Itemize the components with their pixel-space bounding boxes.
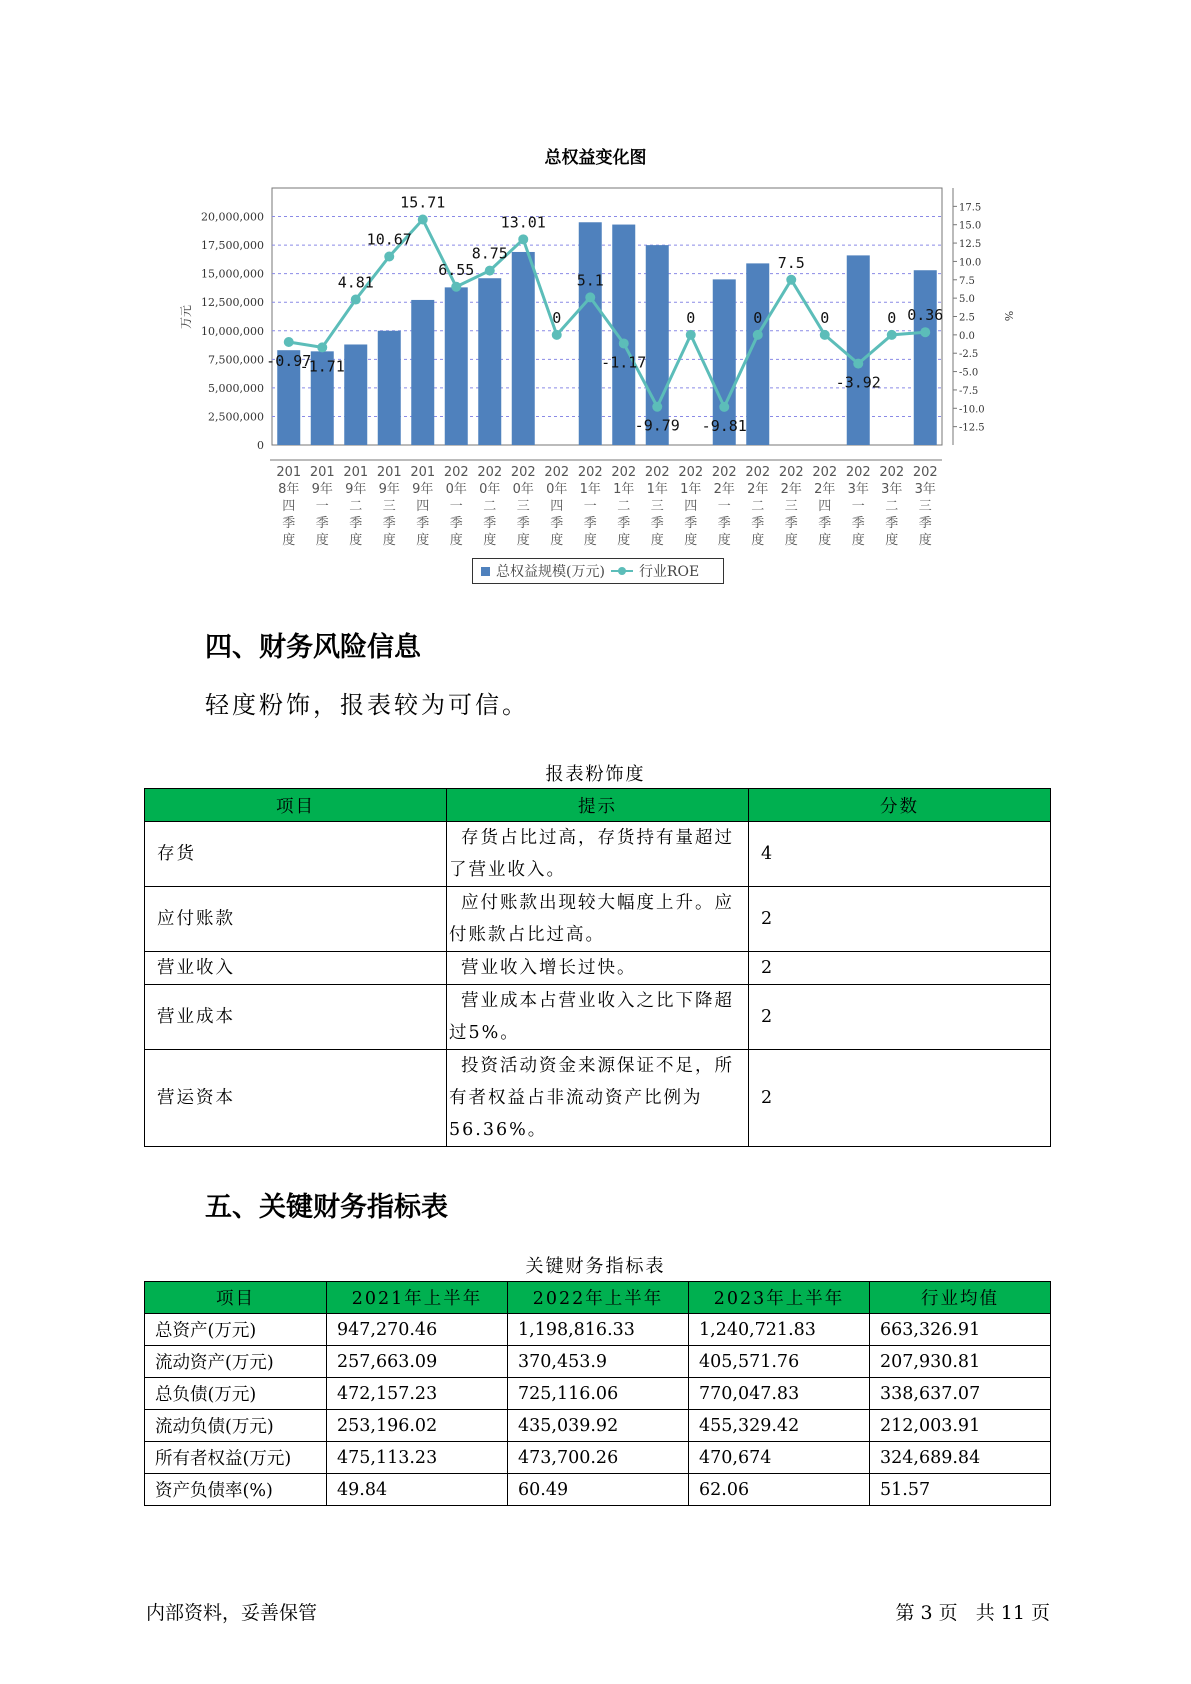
roe-point <box>518 234 528 244</box>
y2-tick-label: -7.5 <box>959 385 979 397</box>
y-tick-label: 20,000,000 <box>201 210 264 224</box>
roe-data-label: 0 <box>887 308 897 327</box>
roe-point <box>284 337 294 347</box>
roe-data-label: 0 <box>820 308 830 327</box>
y2-tick-label: 12.5 <box>959 239 982 251</box>
y-tick-label: 7,500,000 <box>208 353 264 367</box>
table-row <box>145 985 1051 1050</box>
metric-value-cell: 475,113.23 <box>327 1442 508 1474</box>
metric-value-cell: 253,196.02 <box>327 1410 508 1442</box>
roe-point <box>585 292 595 302</box>
y2-axis-title: % <box>1002 310 1015 322</box>
y2-tick-label: 17.5 <box>959 202 982 214</box>
metric-value-cell: 473,700.26 <box>508 1442 689 1474</box>
roe-data-label: -1.17 <box>601 353 647 372</box>
metric-value-cell: 207,930.81 <box>870 1346 1051 1378</box>
bar <box>576 222 604 445</box>
roe-data-label: 8.75 <box>471 244 508 263</box>
roe-data-label: -3.92 <box>835 373 881 392</box>
header-cell: 行业均值 <box>870 1282 1051 1314</box>
metric-value-cell: 947,270.46 <box>327 1314 508 1346</box>
x-tick-label: 202 2年三季度 <box>778 465 804 548</box>
header-cell: 项目 <box>145 1282 327 1314</box>
x-tick-label: 202 1年二季度 <box>611 465 637 548</box>
roe-point <box>719 402 729 412</box>
metric-value-cell: 472,157.23 <box>327 1378 508 1410</box>
x-tick-label: 201 9年二季度 <box>343 465 369 548</box>
item-cell: 应付账款 <box>145 887 447 952</box>
y-axis-title: 万元 <box>179 304 193 330</box>
metric-value-cell: 1,240,721.83 <box>689 1314 870 1346</box>
roe-data-label: 10.67 <box>366 230 412 249</box>
score-cell: 2 <box>749 952 1051 985</box>
metric-name-cell: 流动资产(万元) <box>145 1346 327 1378</box>
roe-data-label: 0 <box>686 308 696 327</box>
x-tick-label: 202 0年二季度 <box>477 465 503 548</box>
item-cell: 营业成本 <box>145 985 447 1050</box>
footer-page-number: 第 3 页 共 11 页 <box>895 1602 1050 1624</box>
table-row <box>145 1442 1051 1474</box>
header-cell: 分数 <box>749 789 1051 822</box>
y2-tick-label: -10.0 <box>959 404 985 416</box>
roe-data-label: 15.71 <box>400 193 446 212</box>
y-tick-label: 17,500,000 <box>201 239 264 253</box>
roe-point <box>786 275 796 285</box>
metric-value-cell: 212,003.91 <box>870 1410 1051 1442</box>
whitewash-table <box>144 788 1051 1147</box>
roe-data-label: -1.71 <box>299 357 345 376</box>
roe-data-label: -9.81 <box>701 416 747 435</box>
x-tick-label: 202 2年一季度 <box>711 465 737 548</box>
y-tick-label: 12,500,000 <box>201 296 264 310</box>
plot-area <box>272 188 942 445</box>
y2-tick-label: 2.5 <box>959 312 975 324</box>
roe-point <box>652 402 662 412</box>
header-cell: 2022年上半年 <box>508 1282 689 1314</box>
tip-cell: 投资活动资金来源保证不足，所有者权益占非流动资产比例为56.36%。 <box>447 1050 749 1147</box>
score-cell: 2 <box>749 1050 1051 1147</box>
roe-point <box>887 330 897 340</box>
roe-data-label: 6.55 <box>438 260 475 279</box>
metric-value-cell: 435,039.92 <box>508 1410 689 1442</box>
roe-point <box>820 330 830 340</box>
metric-name-cell: 总负债(万元) <box>145 1378 327 1410</box>
bar <box>344 344 367 445</box>
metric-value-cell: 51.57 <box>870 1474 1051 1506</box>
bar <box>378 331 401 445</box>
y2-tick-label: -12.5 <box>959 422 985 434</box>
roe-data-label: 4.81 <box>337 273 374 292</box>
table-header-row <box>145 789 1051 822</box>
bar <box>411 300 434 445</box>
header-cell: 项目 <box>145 789 447 822</box>
y-tick-label: 10,000,000 <box>201 324 264 338</box>
item-cell: 营业收入 <box>145 952 447 985</box>
roe-data-label: -0.97 <box>266 351 312 370</box>
table-row <box>145 1050 1051 1147</box>
x-tick-label: 202 1年三季度 <box>644 465 670 548</box>
risk-section-title: 四、财务风险信息 <box>205 632 421 663</box>
roe-point <box>485 266 495 276</box>
x-tick-label: 202 2年二季度 <box>745 465 771 548</box>
roe-point <box>384 252 394 262</box>
table-row <box>145 1346 1051 1378</box>
x-tick-label: 202 0年一季度 <box>443 465 469 548</box>
y2-tick-label: -2.5 <box>959 349 979 361</box>
metric-value-cell: 725,116.06 <box>508 1378 689 1410</box>
bar <box>478 278 501 445</box>
roe-point <box>317 342 327 352</box>
tip-cell: 应付账款出现较大幅度上升。应付账款占比过高。 <box>447 887 749 952</box>
risk-summary-text: 轻度粉饰，报表较为可信。 <box>205 691 529 719</box>
table-row <box>145 1314 1051 1346</box>
table-row <box>145 887 1051 952</box>
roe-data-label: -9.79 <box>634 416 680 435</box>
metric-value-cell: 62.06 <box>689 1474 870 1506</box>
bar <box>445 287 468 445</box>
y2-tick-label: 7.5 <box>959 275 975 287</box>
roe-data-label: 5.1 <box>576 271 604 290</box>
chart-title: 总权益变化图 <box>544 148 647 168</box>
footer-confidential: 内部资料，妥善保管 <box>146 1602 318 1624</box>
y2-tick-label: -5.0 <box>959 367 979 379</box>
header-cell: 2021年上半年 <box>327 1282 508 1314</box>
y-tick-label: 5,000,000 <box>208 381 264 395</box>
legend-line-swatch <box>611 566 633 576</box>
metric-value-cell: 663,326.91 <box>870 1314 1051 1346</box>
x-tick-label: 202 0年三季度 <box>510 465 536 548</box>
bar <box>512 252 535 445</box>
roe-point <box>920 327 930 337</box>
key-metrics-table <box>144 1281 1051 1506</box>
equity-chart <box>0 0 1191 600</box>
table-row <box>145 952 1051 985</box>
metric-value-cell: 1,198,816.33 <box>508 1314 689 1346</box>
metric-value-cell: 370,453.9 <box>508 1346 689 1378</box>
bar <box>914 270 937 445</box>
tip-cell: 存货占比过高，存货持有量超过了营业收入。 <box>447 822 749 887</box>
roe-data-label: 0 <box>552 308 562 327</box>
metric-value-cell: 49.84 <box>327 1474 508 1506</box>
y2-tick-label: 15.0 <box>959 220 982 232</box>
metric-value-cell: 338,637.07 <box>870 1378 1051 1410</box>
roe-data-label: 0 <box>753 308 763 327</box>
legend-bar-label: 总权益规模(万元) <box>496 564 605 580</box>
y2-tick-label: 10.0 <box>959 257 982 269</box>
roe-point <box>686 330 696 340</box>
x-tick-label: 202 0年四季度 <box>544 465 570 548</box>
table-row <box>145 1378 1051 1410</box>
metric-name-cell: 流动负债(万元) <box>145 1410 327 1442</box>
roe-point <box>552 330 562 340</box>
metric-name-cell: 所有者权益(万元) <box>145 1442 327 1474</box>
roe-point <box>351 295 361 305</box>
item-cell: 存货 <box>145 822 447 887</box>
legend-bar-swatch <box>481 567 490 576</box>
bar <box>847 255 870 445</box>
roe-point <box>753 330 763 340</box>
x-tick-label: 201 8年四季度 <box>276 465 302 548</box>
roe-data-label: 0.36 <box>907 306 944 325</box>
x-tick-label: 201 9年一季度 <box>309 465 335 548</box>
y-tick-label: 2,500,000 <box>208 410 264 424</box>
tip-cell: 营业收入增长过快。 <box>447 952 749 985</box>
table-header-row <box>145 1282 1051 1314</box>
chart-legend <box>472 558 724 584</box>
roe-data-label: 7.5 <box>777 253 805 272</box>
y-tick-label: 0 <box>257 439 264 452</box>
roe-data-label: 13.01 <box>500 213 546 232</box>
item-cell: 营运资本 <box>145 1050 447 1147</box>
roe-point <box>451 282 461 292</box>
metric-value-cell: 470,674 <box>689 1442 870 1474</box>
roe-point <box>619 338 629 348</box>
table1-caption: 报表粉饰度 <box>545 764 646 785</box>
tip-cell: 营业成本占营业收入之比下降超过5%。 <box>447 985 749 1050</box>
metric-name-cell: 资产负债率(%) <box>145 1474 327 1506</box>
x-tick-label: 202 1年四季度 <box>678 465 704 548</box>
score-cell: 2 <box>749 985 1051 1050</box>
y2-tick-label: 0.0 <box>959 330 975 342</box>
metric-value-cell: 455,329.42 <box>689 1410 870 1442</box>
metric-name-cell: 总资产(万元) <box>145 1314 327 1346</box>
header-cell: 2023年上半年 <box>689 1282 870 1314</box>
key-metrics-section-title: 五、关键财务指标表 <box>205 1192 448 1223</box>
metric-value-cell: 60.49 <box>508 1474 689 1506</box>
y-tick-label: 15,000,000 <box>201 267 264 281</box>
metric-value-cell: 324,689.84 <box>870 1442 1051 1474</box>
y2-tick-label: 5.0 <box>959 294 975 306</box>
metric-value-cell: 257,663.09 <box>327 1346 508 1378</box>
score-cell: 4 <box>749 822 1051 887</box>
x-tick-label: 202 3年三季度 <box>912 465 938 548</box>
x-tick-label: 202 2年四季度 <box>812 465 838 548</box>
legend-line-label: 行业ROE <box>638 564 700 580</box>
header-cell: 提示 <box>447 789 749 822</box>
x-tick-label: 202 1年一季度 <box>577 465 603 548</box>
roe-point <box>418 215 428 225</box>
table-row <box>145 1410 1051 1442</box>
bar <box>646 245 669 445</box>
score-cell: 2 <box>749 887 1051 952</box>
metric-value-cell: 405,571.76 <box>689 1346 870 1378</box>
table-row <box>145 822 1051 887</box>
x-tick-label: 201 9年四季度 <box>410 465 436 548</box>
x-tick-label: 202 3年一季度 <box>845 465 871 548</box>
metric-value-cell: 770,047.83 <box>689 1378 870 1410</box>
roe-point <box>853 359 863 369</box>
table-row <box>145 1474 1051 1506</box>
table2-caption: 关键财务指标表 <box>525 1256 666 1277</box>
x-tick-label: 202 3年二季度 <box>879 465 905 548</box>
x-tick-label: 201 9年三季度 <box>376 465 402 548</box>
